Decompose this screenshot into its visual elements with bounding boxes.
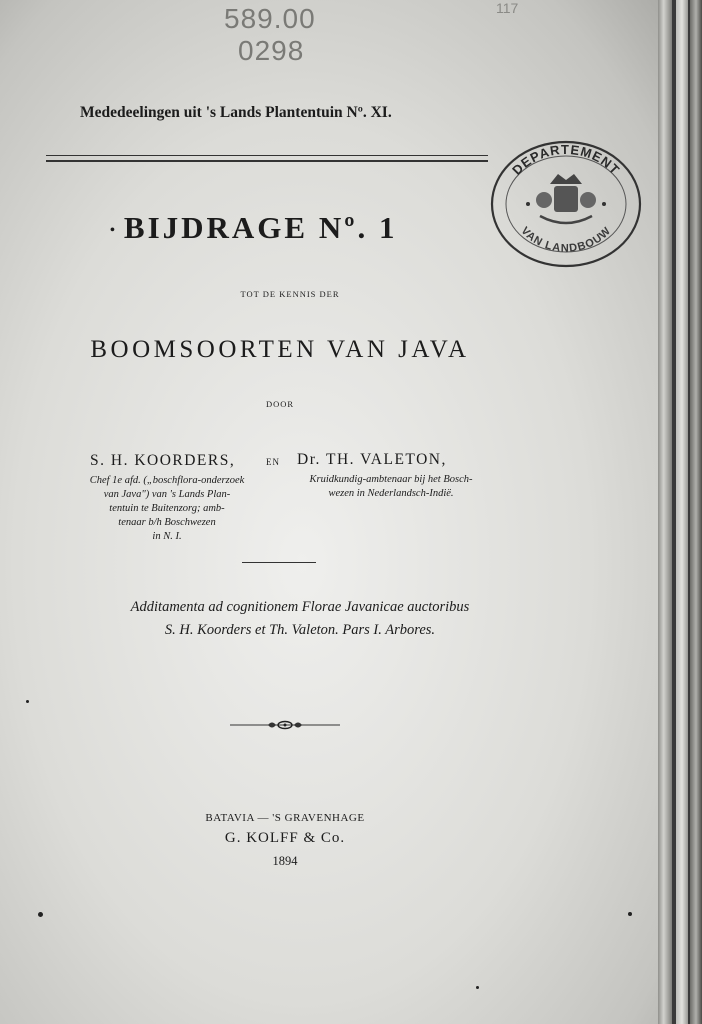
rule-top-1 [46,155,488,156]
title-subheading: TOT DE KENNIS DER [240,289,340,299]
latin-subtitle: Additamenta ad cognitionem Florae Javanicae auctoribus S. H. Koorders et Th. Valeton. Pars I. Arbores. [130,599,470,638]
imprint-place: BATAVIA — 'S GRAVENHAGE [205,812,365,824]
shelfmark-line-1: 589.00 [224,3,316,34]
ornament-divider-icon [230,718,340,732]
page-edge [658,0,672,1024]
coat-of-arms-icon [526,174,606,223]
imprint-year: 1894 [272,854,298,868]
foxing-spot [476,986,479,989]
foxing-spot [628,912,632,916]
pencil-note: 117 [496,0,519,16]
foxing-spot [26,700,29,703]
series-title: Mededeelingen uit 's Lands Plantentuin Nº. XI. [80,104,392,121]
author-koorders-name: S. H. KOORDERS, [90,452,236,469]
stamp-bottom-text: VAN LANDBOUW [518,224,614,255]
page-edge [690,0,702,1024]
shelfmark-line-2: 0298 [238,35,305,66]
rule-top-2 [46,160,488,162]
title-subject: BOOMSOORTEN VAN JAVA [90,336,470,363]
svg-text:DEPARTEMENT [509,142,623,178]
author-valeton-description: Kruidkundig-ambtenaar bij het Bosch- wezen in Nederlandsch-Indië. [309,474,473,499]
conjunction-en: EN [266,457,280,467]
department-stamp [488,134,644,270]
author-valeton-name: Dr. TH. VALETON, [297,451,447,468]
author-koorders-description: Chef 1e afd. („boschflora-onderzoek van Java") van 's Lands Plan- tentuin te Buitenzorg; amb- tenaar b/h Boschwezen in N. I. [89,475,245,542]
svg-text:VAN LANDBOUW [518,225,613,255]
page-edge [676,0,688,1024]
stamp-top-text: DEPARTEMENT [509,141,623,178]
foxing-spot [38,912,43,917]
main-title: • BIJDRAGE Nº. 1 [110,210,398,245]
by-label: DOOR [265,399,295,409]
imprint-publisher: G. KOLFF & Co. [224,830,346,846]
rule-mid [242,562,316,563]
